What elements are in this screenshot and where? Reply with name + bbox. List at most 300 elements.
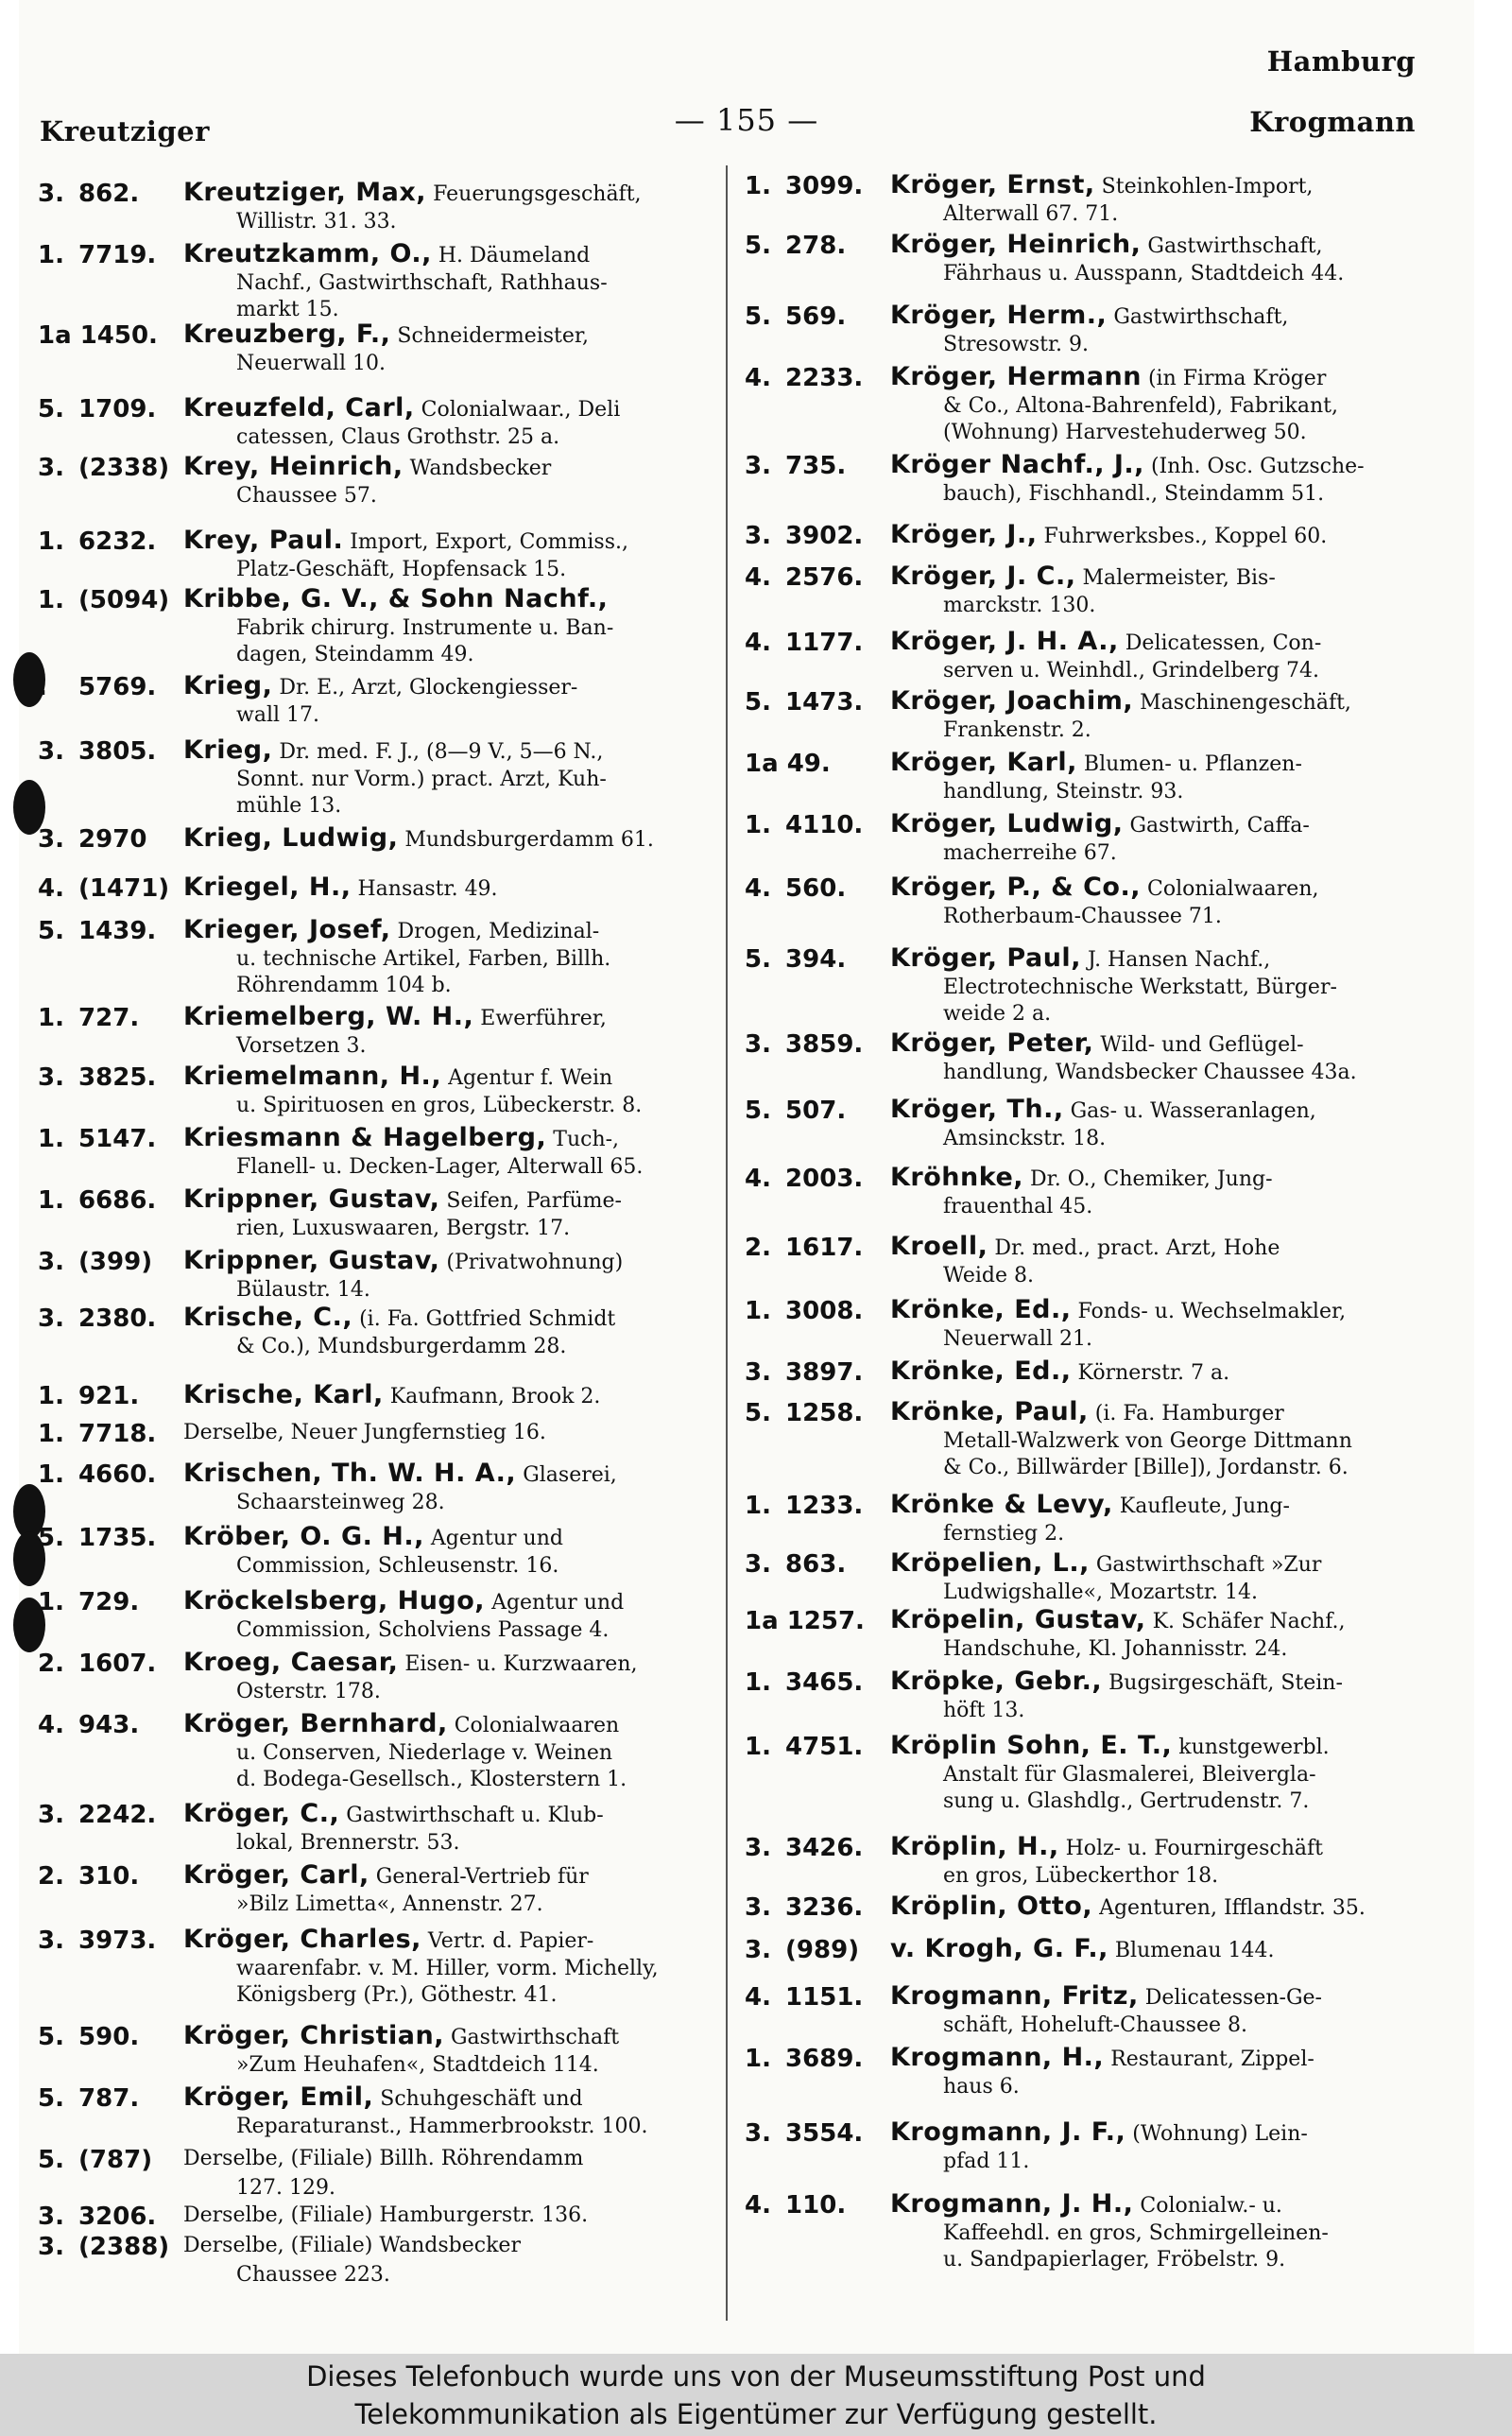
subscriber-name: Kriemelberg, W. H., (183, 1002, 474, 1031)
subscriber-address: Fabrik chirurg. Instrumente u. Ban- dagen, Steindamm 49. (236, 616, 614, 666)
subscriber-details: Kaufmann, Brook 2. (389, 1385, 601, 1408)
entry-line (890, 629, 1321, 657)
exchange-class: 3. (745, 1030, 771, 1059)
phone-number: 4751. (777, 1733, 864, 1761)
exchange-class: 3. (38, 1801, 64, 1829)
subscriber-details: Vertr. d. Papier- (427, 1929, 594, 1953)
entry-line (890, 302, 1288, 331)
subscriber-name: Krieg, (183, 671, 273, 700)
entry-number (745, 1834, 890, 1862)
subscriber-name: Kröger, Heinrich, (890, 230, 1142, 259)
subscriber-name: Krogmann, H., (890, 2043, 1105, 2072)
exchange-class: 4. (745, 563, 771, 592)
subscriber-details: Holz- u. Fournirgeschäft (1065, 1837, 1323, 1860)
subscriber-address: lokal, Brennerstr. 53. (236, 1831, 460, 1855)
phone-number: 727. (70, 1004, 140, 1032)
phone-number: 1177. (777, 629, 864, 657)
phone-number: 3236. (777, 1893, 864, 1922)
subscriber-details: Blumenau 144. (1114, 1939, 1275, 1962)
exchange-class: . (38, 673, 47, 701)
entry-line (890, 172, 1313, 200)
entry-line (890, 874, 1318, 903)
subscriber-name: Krey, Paul. (183, 526, 344, 555)
phone-number: 5147. (70, 1125, 157, 1153)
entry-line (890, 522, 1327, 550)
subscriber-details: Schneidermeister, (397, 324, 589, 348)
exchange-class: 3. (745, 1358, 771, 1387)
exchange-class: 1. (38, 1588, 64, 1616)
exchange-class: 4. (38, 874, 64, 903)
subscriber-name: Kröhnke, (890, 1163, 1024, 1192)
entry-line (890, 1030, 1304, 1059)
subscriber-name: Kröger Nachf., J., (890, 450, 1144, 479)
subscriber-address: Fährhaus u. Ausspann, Stadtdeich 44. (943, 262, 1345, 285)
subscriber-name: Kreutziger, Max, (183, 178, 427, 207)
subscriber-name: Kröger, Hermann (890, 362, 1142, 391)
phone-number: 862. (70, 180, 140, 208)
exchange-class: 4. (745, 874, 771, 903)
exchange-class: 3. (745, 2119, 771, 2148)
subscriber-details: Drogen, Medizinal- (397, 920, 600, 943)
subscriber-name: Kröpelien, L., (890, 1548, 1090, 1578)
subscriber-address: Kaffeehdl. en gros, Schmirgelleinen- u. Sandpapierlager, Fröbelstr. 9. (943, 2221, 1329, 2272)
exchange-class: 1. (745, 811, 771, 839)
exchange-class: 3. (38, 2233, 64, 2261)
entry-number (745, 1399, 890, 1427)
entry-line (890, 1358, 1229, 1387)
subscriber-address: Willistr. 31. 33. (236, 210, 397, 233)
exchange-class: 3. (745, 522, 771, 550)
subscriber-name: Krippner, Gustav, (183, 1246, 440, 1275)
subscriber-details: Feuerungsgeschäft, (433, 182, 642, 206)
exchange-class: 3. (745, 1550, 771, 1579)
entry-line (890, 1733, 1330, 1761)
subscriber-name: Kröger, Ernst, (890, 170, 1095, 199)
entry-line (890, 1297, 1346, 1325)
phone-number: 1439. (70, 917, 157, 945)
subscriber-details: Dr. O., Chemiker, Jung- (1030, 1167, 1273, 1191)
subscriber-details: Agentur und (491, 1591, 625, 1615)
subscriber-name: Kröger, Joachim, (890, 686, 1134, 716)
subscriber-address: Nachf., Gastwirthschaft, Rathhaus- markt 15. (236, 271, 608, 321)
entry-line (890, 1607, 1346, 1635)
subscriber-name: Kröger, Charles, (183, 1925, 421, 1954)
subscriber-details: Ewerführer, (480, 1007, 607, 1030)
subscriber-name: Kröger, Bernhard, (183, 1709, 448, 1738)
subscriber-name: Kroeg, Caesar, (183, 1648, 399, 1677)
phone-number: 7718. (70, 1420, 157, 1448)
phone-number: 3426. (777, 1834, 864, 1862)
entry-line (890, 1834, 1323, 1862)
subscriber-details: Delicatessen, Con- (1125, 631, 1322, 655)
subscriber-name: Krey, Heinrich, (183, 452, 404, 481)
phone-number: 921. (70, 1382, 140, 1410)
subscriber-name: Kröger, Carl, (183, 1860, 369, 1890)
subscriber-details: Derselbe, (Filiale) Wandsbecker (183, 2234, 521, 2257)
exchange-class: 1. (38, 1460, 64, 1489)
subscriber-details: Gastwirthschaft (450, 2026, 620, 2049)
exchange-class: 1. (745, 1668, 771, 1697)
exchange-class: 4. (745, 364, 771, 392)
entry-number (745, 629, 890, 657)
subscriber-name: Kröger, Christian, (183, 2021, 444, 2050)
entry-line (890, 1399, 1284, 1427)
exchange-class: 3. (38, 1926, 64, 1955)
subscriber-address: »Zum Heuhafen«, Stadtdeich 114. (236, 2053, 599, 2077)
exchange-class: 4. (745, 1165, 771, 1193)
subscriber-name: Krönke & Levy, (890, 1490, 1113, 1519)
subscriber-address: 127. 129. (236, 2176, 335, 2200)
subscriber-address: Amsinckstr. 18. (943, 1127, 1107, 1150)
phone-number: 1151. (777, 1983, 864, 2012)
exchange-class: 1. (38, 1125, 64, 1153)
subscriber-address: frauenthal 45. (943, 1195, 1093, 1218)
subscriber-name: Kröber, O. G. H., (183, 1522, 424, 1551)
subscriber-address: macherreihe 67. (943, 841, 1117, 865)
exchange-class: 2. (38, 1650, 64, 1678)
subscriber-address: Flanell- u. Decken-Lager, Alterwall 65. (236, 1155, 644, 1179)
subscriber-name: Kröger, J., (890, 520, 1038, 549)
phone-number: 3805. (70, 737, 157, 766)
phone-number: 4660. (70, 1460, 157, 1489)
subscriber-details: J. Hansen Nachf., (1087, 948, 1271, 972)
entry-number (745, 452, 890, 480)
phone-number: 49. (778, 750, 831, 778)
subscriber-address: Ludwigshalle«, Mozartstr. 14. (943, 1581, 1258, 1604)
subscriber-name: Kröckelsberg, Hugo, (183, 1586, 486, 1615)
entry-number (745, 522, 890, 550)
subscriber-details: Gastwirthschaft »Zur (1095, 1553, 1322, 1577)
entry-number (745, 2045, 890, 2073)
page-number: — 155 — (674, 102, 819, 138)
subscriber-details: Colonialwaaren, (1147, 877, 1319, 901)
subscriber-address: Schaarsteinweg 28. (236, 1491, 445, 1514)
subscriber-address: catessen, Claus Grothstr. 25 a. (236, 425, 560, 449)
subscriber-details: Körnerstr. 7 a. (1077, 1361, 1230, 1385)
subscriber-address: pfad 11. (943, 2150, 1030, 2173)
subscriber-address: Vorsetzen 3. (236, 1034, 367, 1058)
phone-number: 6686. (70, 1186, 157, 1215)
subscriber-details: Colonialwaaren (454, 1714, 620, 1737)
subscriber-details: Colonialw.- u. (1140, 2194, 1282, 2218)
subscriber-name: Kriegel, H., (183, 872, 352, 902)
subscriber-name: Krischen, Th. W. H. A., (183, 1459, 517, 1488)
entry-number (745, 1733, 890, 1761)
entry-line (890, 2191, 1282, 2220)
subscriber-details: Steinkohlen-Import, (1101, 175, 1314, 199)
entry-line (890, 1165, 1273, 1193)
subscriber-details: Agenturen, Ifflandstr. 35. (1099, 1896, 1366, 1920)
exchange-class: 1. (38, 586, 64, 614)
entry-line (890, 2045, 1314, 2073)
exchange-class: 1a (745, 1607, 779, 1635)
entry-number (745, 1165, 890, 1193)
phone-number: 560. (777, 874, 847, 903)
exchange-class: 5. (745, 1097, 771, 1125)
subscriber-address: Anstalt für Glasmalerei, Bleivergla- sung u. Glashdlg., Gertrudenstr. 7. (943, 1763, 1316, 1813)
phone-number: 590. (70, 2023, 140, 2051)
subscriber-details: Wandsbecker (409, 457, 552, 480)
exchange-class: 3. (38, 454, 64, 482)
phone-number: 943. (70, 1711, 140, 1739)
exchange-class: 5. (38, 2084, 64, 2113)
entry-line (890, 688, 1351, 717)
entry-number (745, 563, 890, 592)
phone-number: 3008. (777, 1297, 864, 1325)
subscriber-name: Krogmann, J. H., (890, 2189, 1134, 2219)
subscriber-name: Kröplin, Otto, (890, 1892, 1093, 1921)
phone-number: 1617. (777, 1234, 864, 1262)
subscriber-address: schäft, Hoheluft-Chaussee 8. (943, 2013, 1247, 2037)
phone-number: 735. (777, 452, 847, 480)
exchange-class: 5. (38, 917, 64, 945)
subscriber-details: (Privatwohnung) (446, 1251, 624, 1274)
phone-number: 3897. (777, 1358, 864, 1387)
subscriber-address: handlung, Steinstr. 93. (943, 780, 1184, 803)
subscriber-address: Frankenstr. 2. (943, 718, 1091, 742)
subscriber-name: Kröger, J. H. A., (890, 627, 1119, 656)
phone-number: 3206. (70, 2203, 157, 2231)
subscriber-name: Krogmann, J. F., (890, 2117, 1126, 2147)
subscriber-name: Krieg, Ludwig, (183, 823, 399, 853)
exchange-class: 1. (38, 527, 64, 556)
subscriber-name: Kröpke, Gebr., (890, 1667, 1103, 1696)
subscriber-address: Electrotechnische Werkstatt, Bürger- weide 2 a. (943, 976, 1337, 1026)
subscriber-details: Eisen- u. Kurzwaaren, (404, 1652, 638, 1676)
subscriber-details: (Wohnung) Lein- (1132, 2122, 1308, 2146)
exchange-class: 4. (745, 629, 771, 657)
subscriber-address: Commission, Scholviens Passage 4. (236, 1618, 610, 1642)
subscriber-address: Commission, Schleusenstr. 16. (236, 1554, 559, 1578)
header-city: Hamburg (1266, 45, 1416, 78)
subscriber-name: Kreuzfeld, Carl, (183, 393, 415, 423)
entry-number (745, 1297, 890, 1325)
entry-number (745, 1983, 890, 2012)
directory-page (19, 0, 1474, 2354)
entry-number (745, 874, 890, 903)
entry-line (890, 811, 1310, 839)
phone-number: 5769. (70, 673, 157, 701)
subscriber-address: Platz-Geschäft, Hopfensack 15. (236, 558, 567, 581)
subscriber-details: Agentur f. Wein (448, 1066, 613, 1090)
exchange-class: 5. (38, 2023, 64, 2051)
entry-number (745, 750, 890, 778)
subscriber-name: Krische, C., (183, 1303, 353, 1332)
phone-number: 1473. (777, 688, 864, 717)
entry-number (745, 811, 890, 839)
exchange-class: 5. (745, 688, 771, 717)
subscriber-details: Gastwirth, Caffa- (1129, 814, 1310, 838)
exchange-class: 1a (38, 321, 72, 350)
subscriber-name: Kriesmann & Hagelberg, (183, 1123, 547, 1152)
phone-number: 310. (70, 1862, 140, 1891)
exchange-class: 4. (745, 2191, 771, 2220)
exchange-class: 1. (38, 241, 64, 269)
subscriber-details: Gastwirthschaft u. Klub- (346, 1804, 604, 1827)
subscriber-address: Metall-Walzwerk von George Dittmann & Co., Billwärder [Bille]), Jordanstr. 6. (943, 1429, 1352, 1479)
entry-line (890, 2119, 1308, 2148)
exchange-class: 2. (745, 1234, 771, 1262)
subscriber-details: Gastwirthschaft, (1113, 305, 1289, 329)
phone-number: 3689. (777, 2045, 864, 2073)
subscriber-address: Handschuhe, Kl. Johannisstr. 24. (943, 1637, 1288, 1661)
subscriber-name: Krieger, Josef, (183, 915, 391, 944)
subscriber-name: Krönke, Paul, (890, 1397, 1089, 1426)
subscriber-address: Bülaustr. 14. (236, 1278, 370, 1302)
phone-number: 729. (70, 1588, 140, 1616)
exchange-class: 5. (745, 232, 771, 260)
exchange-class: 1. (745, 1492, 771, 1520)
entry-number (745, 1234, 890, 1262)
entry-line (890, 364, 1326, 392)
phone-number: 394. (777, 945, 847, 974)
subscriber-address: höft 13. (943, 1699, 1025, 1722)
subscriber-details: Delicatessen-Ge- (1144, 1986, 1322, 2010)
subscriber-address: Neuerwall 10. (236, 352, 386, 375)
exchange-class: 3. (38, 2203, 64, 2231)
entry-line (890, 232, 1322, 260)
subscriber-details: Restaurant, Zippel- (1110, 2047, 1314, 2071)
subscriber-address: waarenfabr. v. M. Hiller, vorm. Michelly, Königsberg (Pr.), Göthestr. 41. (236, 1957, 659, 2007)
exchange-class: 5. (38, 395, 64, 423)
subscriber-details: Wild- und Geflügel- (1100, 1033, 1304, 1057)
phone-number: (2338) (70, 454, 170, 482)
exchange-class: 1. (38, 1382, 64, 1410)
phone-number: 2970 (70, 825, 147, 854)
phone-number: 1258. (777, 1399, 864, 1427)
subscriber-details: Maschinengeschäft, (1140, 691, 1351, 715)
subscriber-address: rien, Luxuswaaren, Bergstr. 17. (236, 1217, 571, 1240)
right-column (19, 0, 1474, 2354)
entry-line (890, 1550, 1321, 1579)
phone-number: 1233. (777, 1492, 864, 1520)
subscriber-details: (i. Fa. Hamburger (1094, 1402, 1284, 1425)
entry-number (745, 1492, 890, 1520)
subscriber-address: u. Spirituosen en gros, Lübeckerstr. 8. (236, 1094, 643, 1117)
subscriber-name: Krönke, Ed., (890, 1295, 1072, 1324)
subscriber-name: Kröger, Th., (890, 1095, 1064, 1124)
entry-line (890, 1893, 1366, 1922)
entry-number (745, 302, 890, 331)
exchange-class: 3. (745, 452, 771, 480)
subscriber-details: (i. Fa. Gottfried Schmidt (359, 1307, 616, 1331)
entry-line (890, 945, 1270, 974)
subscriber-details: Gas- u. Wasseranlagen, (1070, 1099, 1316, 1123)
subscriber-name: Krönke, Ed., (890, 1356, 1072, 1386)
phone-number: (787) (70, 2146, 153, 2174)
exchange-class: 3. (38, 825, 64, 854)
phone-number: 6232. (70, 527, 157, 556)
subscriber-details: kunstgewerbl. (1178, 1736, 1330, 1759)
entry-number (745, 1607, 890, 1635)
phone-number: 3099. (777, 172, 864, 200)
phone-number: 1257. (778, 1607, 865, 1635)
subscriber-details: Glaserei, (523, 1463, 617, 1487)
subscriber-details: Dr. med., pract. Arzt, Hohe (994, 1236, 1280, 1260)
subscriber-address: Alterwall 67. 71. (943, 202, 1119, 226)
exchange-class: 1. (745, 1297, 771, 1325)
subscriber-address: Neuerwall 21. (943, 1327, 1092, 1351)
entry-number (745, 172, 890, 200)
scan-margin (0, 0, 19, 2354)
footer (0, 2354, 1512, 2436)
subscriber-name: Kriemelmann, H., (183, 1062, 442, 1091)
entry-number (745, 2191, 890, 2220)
subscriber-address: u. Conserven, Niederlage v. Weinen d. Bodega-Gesellsch., Klosterstern 1. (236, 1741, 627, 1791)
subscriber-address: fernstieg 2. (943, 1522, 1065, 1546)
subscriber-address: & Co., Altona-Bahrenfeld), Fabrikant, (Wohnung) Harvestehuderweg 50. (943, 394, 1338, 444)
footer-line-2: Telekommunikation als Eigentümer zur Verfügung gestellt. (354, 2398, 1158, 2430)
exchange-class: 5. (745, 302, 771, 331)
entry-number (745, 1893, 890, 1922)
exchange-class: 1. (745, 172, 771, 200)
subscriber-address: Sonnt. nur Vorm.) pract. Arzt, Kuh- mühle 13. (236, 768, 607, 818)
phone-number: 2242. (70, 1801, 157, 1829)
phone-number: 278. (777, 232, 847, 260)
subscriber-name: Kröger, J. C., (890, 561, 1076, 591)
subscriber-address: Stresowstr. 9. (943, 333, 1090, 356)
phone-number: 1709. (70, 395, 157, 423)
subscriber-name: Kröger, P., & Co., (890, 872, 1141, 902)
subscriber-name: Kribbe, G. V., & Sohn Nachf., (183, 584, 609, 613)
exchange-class: 1. (38, 1186, 64, 1215)
subscriber-name: Krogmann, Fritz, (890, 1981, 1139, 2011)
subscriber-name: v. Krogh, G. F., (890, 1934, 1108, 1963)
exchange-class: 3. (38, 1304, 64, 1333)
subscriber-details: Blumen- u. Pflanzen- (1083, 752, 1302, 776)
phone-number: (1471) (70, 874, 170, 903)
entry-line (890, 1097, 1316, 1125)
phone-number: 863. (777, 1550, 847, 1579)
subscriber-name: Kröpelin, Gustav, (890, 1605, 1146, 1634)
exchange-class: 5. (745, 1399, 771, 1427)
subscriber-address: Rotherbaum-Chaussee 71. (943, 905, 1222, 928)
entry-number (745, 1358, 890, 1387)
subscriber-details: K. Schäfer Nachf., (1152, 1610, 1346, 1633)
phone-number: 4110. (777, 811, 864, 839)
exchange-class: 5. (38, 2146, 64, 2174)
exchange-class: 4. (38, 1711, 64, 1739)
subscriber-name: Kröger, Ludwig, (890, 809, 1124, 838)
subscriber-address: wall 17. (236, 703, 319, 727)
exchange-class: 1. (38, 1004, 64, 1032)
subscriber-address: »Bilz Limetta«, Annenstr. 27. (236, 1892, 543, 1916)
phone-number: 7719. (70, 241, 157, 269)
exchange-class: 4. (745, 1983, 771, 2012)
phone-number: 3902. (777, 522, 864, 550)
entry-number (745, 1097, 890, 1125)
subscriber-address: bauch), Fischhandl., Steindamm 51. (943, 482, 1325, 506)
exchange-class: 3. (745, 1936, 771, 1964)
phone-number: 1450. (71, 321, 158, 350)
phone-number: 3859. (777, 1030, 864, 1059)
phone-number: 787. (70, 2084, 140, 2113)
subscriber-address: & Co.), Mundsburgerdamm 28. (236, 1335, 567, 1358)
subscriber-details: Fonds- u. Wechselmakler, (1077, 1300, 1347, 1323)
phone-number: 3825. (70, 1063, 157, 1092)
entry-number (745, 1550, 890, 1579)
subscriber-name: Kröger, Peter, (890, 1028, 1094, 1058)
subscriber-name: Kröplin, H., (890, 1832, 1059, 1861)
exchange-class: 2. (38, 1862, 64, 1891)
subscriber-details: Dr. E., Arzt, Glockengiesser- (279, 676, 578, 700)
phone-number: 2003. (777, 1165, 864, 1193)
exchange-class: 5. (38, 1524, 64, 1552)
subscriber-details: Fuhrwerksbes., Koppel 60. (1043, 525, 1328, 548)
subscriber-address: Chaussee 57. (236, 484, 377, 508)
subscriber-details: Import, Export, Commiss., (350, 530, 628, 554)
exchange-class: 3. (745, 1893, 771, 1922)
